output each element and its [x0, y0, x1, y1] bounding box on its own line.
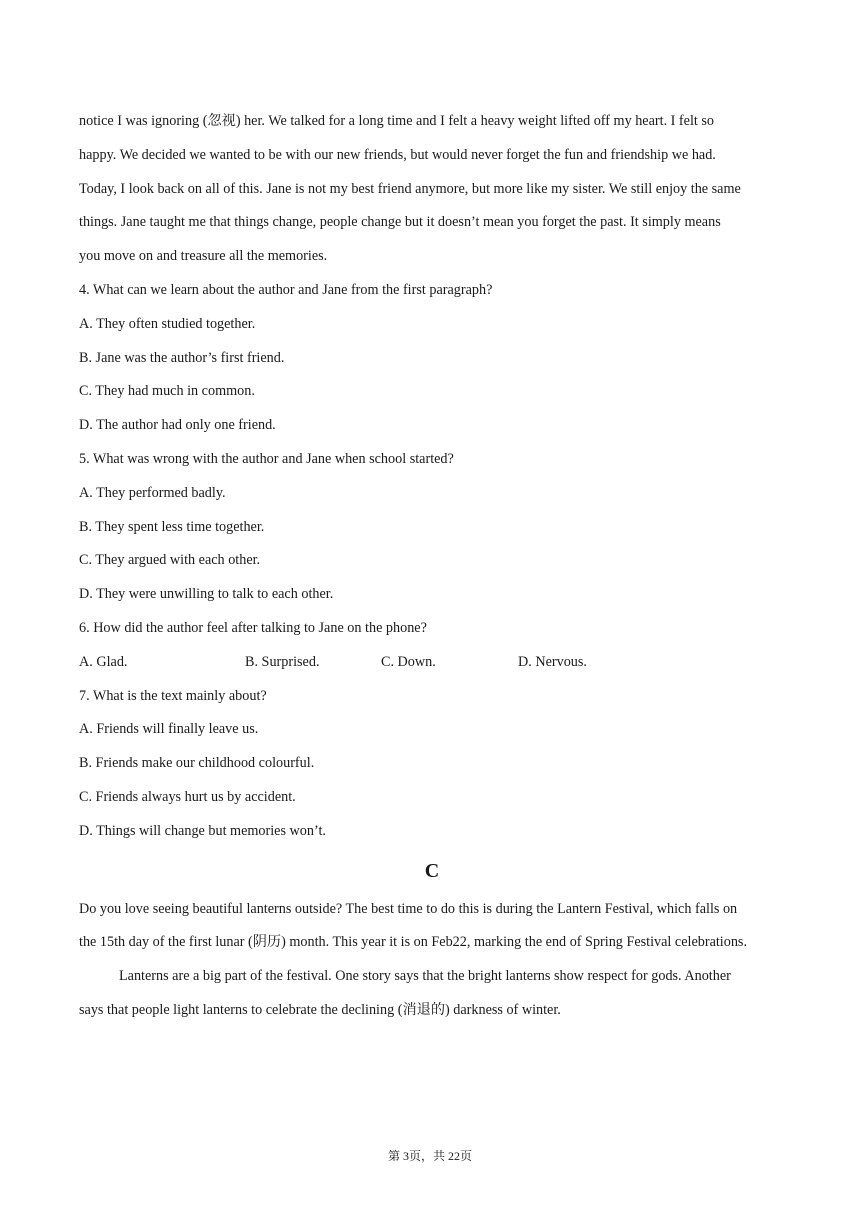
options-row: [79, 646, 785, 680]
section-c-passage: [79, 893, 785, 1028]
passage-continuation: [79, 105, 785, 274]
question-7: [79, 680, 785, 849]
option-a: A. They performed badly.: [79, 484, 226, 501]
option-c: C. Down.: [381, 653, 436, 670]
section-title: C: [424, 859, 440, 882]
question-stem: 4. What can we learn about the author and Jane from the first paragraph?: [79, 281, 493, 298]
passage-line: notice I was ignoring (忽视) her. We talked for a long time and I felt a heavy weight lifted off my heart. I felt so: [79, 113, 714, 129]
question-5: [79, 443, 785, 612]
option-c: C. They had much in common.: [79, 383, 255, 400]
option-b: B. Jane was the author’s first friend.: [79, 349, 285, 366]
page-content: [79, 105, 785, 1028]
passage-line: the 15th day of the first lunar (阴历) month. This year it is on Feb22, marking the end of Spring Festival celebrations.: [79, 934, 748, 951]
question-stem: 6. How did the author feel after talking to Jane on the phone?: [79, 619, 427, 636]
option-d: D. Things will change but memories won’t.: [79, 822, 326, 839]
passage-line: says that people light lanterns to celebrate the declining (消退的) darkness of winter.: [79, 1001, 561, 1018]
option-b: B. Surprised.: [245, 653, 320, 670]
option-a: A. Friends will finally leave us.: [79, 721, 259, 738]
passage-line: Lanterns are a big part of the festival. One story says that the bright lanterns show respect for gods. Another: [119, 968, 731, 985]
option-d: D. The author had only one friend.: [79, 417, 276, 434]
passage-line: Today, I look back on all of this. Jane is not my best friend anymore, but more like my sister. We still enjoy the same: [79, 180, 741, 197]
question-stem: 7. What is the text mainly about?: [79, 687, 267, 704]
option-d: D. Nervous.: [518, 653, 587, 670]
page-number: 第 3页，共 22页: [387, 1149, 472, 1163]
option-a: A. They often studied together.: [79, 315, 256, 332]
question-4: [79, 274, 785, 443]
option-a: A. Glad.: [79, 653, 128, 670]
passage-line: you move on and treasure all the memories.: [79, 248, 328, 265]
question-6: [79, 612, 785, 680]
option-c: C. Friends always hurt us by accident.: [79, 788, 296, 805]
passage-line: happy. We decided we wanted to be with our new friends, but would never forget the fun and friendship we had.: [79, 146, 716, 163]
option-c: C. They argued with each other.: [79, 552, 261, 569]
option-b: B. They spent less time together.: [79, 518, 265, 535]
passage-line: things. Jane taught me that things change, people change but it doesn’t mean you forget the past. It simply means: [79, 214, 721, 231]
option-b: B. Friends make our childhood colourful.: [79, 755, 315, 772]
passage-line: Do you love seeing beautiful lanterns outside? The best time to do this is during the Lantern Festival, which falls on: [79, 900, 738, 917]
option-d: D. They were unwilling to talk to each other.: [79, 586, 334, 603]
question-stem: 5. What was wrong with the author and Jane when school started?: [79, 450, 454, 467]
